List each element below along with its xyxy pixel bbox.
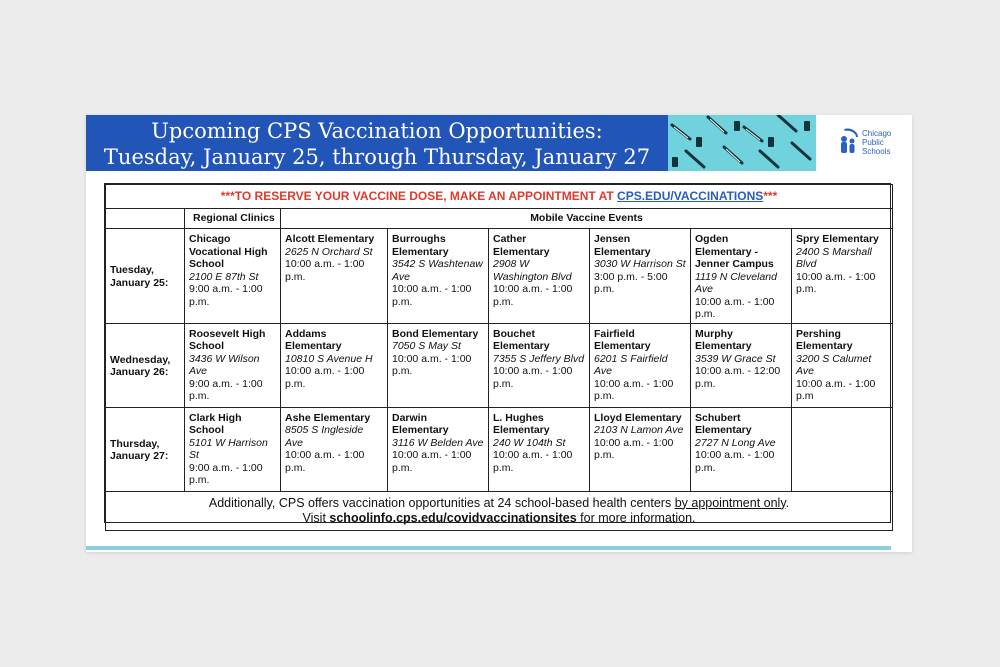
regional-clinic-cell bbox=[185, 323, 281, 407]
mobile-event-cell bbox=[489, 407, 590, 491]
location-name: Murphy Elementary bbox=[695, 327, 752, 352]
location-address: 2908 W Washington Blvd bbox=[493, 258, 572, 283]
mobile-event-cell bbox=[590, 229, 691, 324]
location-hours: 10:00 a.m. - 12:00 p.m. bbox=[695, 365, 781, 390]
location-hours: 9:00 a.m. - 1:00 p.m. bbox=[189, 377, 263, 402]
banner-suffix: *** bbox=[763, 189, 778, 204]
day-label: Thursday, January 27: bbox=[106, 407, 185, 491]
syringe-icon bbox=[686, 151, 704, 167]
appointment-only-text: by appointment only bbox=[674, 495, 786, 510]
location-name: Bouchet Elementary bbox=[493, 327, 550, 352]
location-name: Lloyd Elementary bbox=[594, 411, 682, 424]
logo-line-2: Public bbox=[862, 138, 884, 147]
location-hours: 10:00 a.m. - 1:00 p.m bbox=[796, 377, 876, 402]
regional-clinic-cell bbox=[185, 229, 281, 324]
location-address: 10810 S Avenue H bbox=[285, 352, 373, 365]
location-name: Chicago Vocational High School bbox=[189, 233, 268, 270]
banner-text: ***TO RESERVE YOUR VACCINE DOSE, MAKE AN APPOINTMENT AT bbox=[220, 189, 618, 204]
footer-line-1-end: . bbox=[785, 495, 790, 510]
location-name: Schubert Elementary bbox=[695, 411, 752, 436]
location-address: 3030 W Harrison St bbox=[594, 258, 686, 270]
location-address: 1119 N Cleveland Ave bbox=[695, 270, 777, 295]
location-name: Ogden Elementary - Jenner Campus bbox=[695, 233, 774, 270]
footer-line-2 bbox=[110, 511, 888, 526]
header-title bbox=[86, 115, 668, 171]
location-address: 3200 S Calumet Ave bbox=[796, 352, 872, 377]
mobile-event-cell bbox=[281, 323, 388, 407]
location-hours: 9:00 a.m. - 1:00 p.m. bbox=[189, 461, 263, 486]
vaccinations-link[interactable]: CPS.EDU/VACCINATIONS bbox=[617, 189, 764, 204]
location-hours: 10:00 a.m. - 1:00 p.m. bbox=[493, 365, 573, 390]
location-address: 5101 W Harrison St bbox=[189, 436, 268, 461]
location-address: 3116 W Belden Ave bbox=[392, 436, 484, 449]
footer-line-1-text: Additionally, CPS offers vaccination opportunities at 24 school-based health centers bbox=[208, 495, 675, 510]
location-hours: 10:00 a.m. - 1:00 p.m. bbox=[392, 352, 472, 377]
mobile-event-cell bbox=[691, 407, 792, 491]
location-address: 240 W 104th St bbox=[493, 436, 566, 449]
location-name: Spry Elementary bbox=[796, 233, 879, 245]
mobile-event-cell bbox=[281, 229, 388, 324]
mobile-event-cell bbox=[281, 407, 388, 491]
syringe-icon bbox=[760, 151, 778, 167]
location-address: 3539 W Grace St bbox=[695, 352, 776, 365]
location-name: Ashe Elementary bbox=[285, 411, 371, 424]
regional-clinics-header: Regional Clinics bbox=[185, 209, 281, 229]
location-hours: 10:00 a.m. - 1:00 p.m. bbox=[796, 270, 876, 295]
syringe-pattern bbox=[668, 115, 816, 171]
location-hours: 10:00 a.m. - 1:00 p.m. bbox=[392, 283, 472, 308]
location-name: Burroughs Elementary bbox=[392, 233, 449, 258]
location-name: Alcott Elementary bbox=[285, 233, 375, 245]
location-address: 8505 S Ingleside Ave bbox=[285, 424, 364, 449]
mobile-event-cell bbox=[590, 323, 691, 407]
title-line-1: Upcoming CPS Vaccination Opportunities: bbox=[151, 119, 603, 143]
location-name: L. Hughes Elementary bbox=[493, 411, 550, 436]
location-address: 2625 N Orchard St bbox=[285, 245, 373, 258]
schedule-table bbox=[105, 184, 893, 531]
regional-clinic-cell bbox=[185, 407, 281, 491]
vaccination-sites-link[interactable]: schoolinfo.cps.edu/covidvaccinationsites bbox=[329, 510, 577, 525]
location-hours: 10:00 a.m. - 1:00 p.m. bbox=[594, 377, 674, 402]
location-hours: 10:00 a.m. - 1:00 p.m. bbox=[493, 283, 573, 308]
location-address: 2727 N Long Ave bbox=[695, 436, 776, 449]
bottom-rule bbox=[86, 546, 891, 550]
location-hours: 10:00 a.m. - 1:00 p.m. bbox=[594, 436, 674, 461]
cps-logo-text bbox=[862, 129, 891, 156]
table-row bbox=[106, 229, 893, 324]
table-row bbox=[106, 323, 893, 407]
corner-cell bbox=[106, 209, 185, 229]
location-hours: 10:00 a.m. - 1:00 p.m. bbox=[392, 449, 472, 474]
footer-line-2-end: for more information. bbox=[576, 510, 696, 525]
location-address: 2400 S Marshall Blvd bbox=[796, 245, 872, 270]
cps-logo-icon bbox=[836, 127, 862, 157]
syringe-icon bbox=[792, 143, 810, 159]
location-name: Bond Elementary bbox=[392, 327, 479, 340]
vial-icon bbox=[696, 137, 702, 147]
mobile-events-header: Mobile Vaccine Events bbox=[281, 209, 893, 229]
mobile-event-cell bbox=[489, 229, 590, 324]
location-name: Cather Elementary bbox=[493, 233, 550, 258]
vaccination-slide bbox=[86, 115, 912, 552]
location-hours: 10:00 a.m. - 1:00 p.m. bbox=[695, 295, 775, 320]
vial-icon bbox=[804, 121, 810, 131]
location-hours: 3:00 p.m. - 5:00 p.m. bbox=[594, 270, 668, 295]
syringe-pattern-icon bbox=[668, 115, 816, 171]
footer-note bbox=[106, 491, 893, 530]
location-address: 2103 N Lamon Ave bbox=[594, 424, 684, 436]
appointment-banner bbox=[106, 185, 893, 209]
location-hours: 10:00 a.m. - 1:00 p.m. bbox=[493, 449, 573, 474]
logo-line-1: Chicago bbox=[862, 129, 892, 138]
location-address: 2100 E 87th St bbox=[189, 270, 259, 283]
mobile-event-cell bbox=[590, 407, 691, 491]
vial-icon bbox=[768, 137, 774, 147]
schedule-table-wrap bbox=[104, 183, 891, 523]
location-hours: 9:00 a.m. - 1:00 p.m. bbox=[189, 283, 263, 308]
logo-line-3: Schools bbox=[862, 147, 891, 156]
footer-line-1 bbox=[110, 496, 888, 511]
vial-icon bbox=[672, 157, 678, 167]
syringe-icon bbox=[778, 115, 796, 131]
table-row bbox=[106, 407, 893, 491]
location-hours: 10:00 a.m. - 1:00 p.m. bbox=[285, 258, 365, 283]
location-name: Darwin Elementary bbox=[392, 411, 449, 436]
mobile-event-cell bbox=[691, 323, 792, 407]
location-hours: 10:00 a.m. - 1:00 p.m. bbox=[285, 449, 365, 474]
mobile-event-cell bbox=[792, 407, 893, 491]
location-address: 3436 W Wilson Ave bbox=[189, 352, 260, 377]
location-address: 3542 S Washtenaw Ave bbox=[392, 258, 483, 283]
location-address: 7050 S May St bbox=[392, 340, 461, 352]
mobile-event-cell bbox=[792, 229, 893, 324]
title-line-2: Tuesday, January 25, through Thursday, January 27 bbox=[103, 145, 651, 169]
location-name: Addams Elementary bbox=[285, 327, 342, 352]
mobile-event-cell bbox=[792, 323, 893, 407]
location-address: 6201 S Fairfield Ave bbox=[594, 352, 668, 377]
vial-icon bbox=[734, 121, 740, 131]
footer-line-2-text: Visit bbox=[302, 510, 330, 525]
location-hours: 10:00 a.m. - 1:00 p.m. bbox=[695, 449, 775, 474]
day-label: Tuesday, January 25: bbox=[106, 229, 185, 324]
location-name: Jensen Elementary bbox=[594, 233, 651, 258]
mobile-event-cell bbox=[388, 323, 489, 407]
mobile-event-cell bbox=[388, 407, 489, 491]
location-name: Roosevelt High School bbox=[189, 327, 266, 352]
mobile-event-cell bbox=[691, 229, 792, 324]
mobile-event-cell bbox=[388, 229, 489, 324]
location-name: Clark High School bbox=[189, 411, 242, 436]
day-label: Wednesday, January 26: bbox=[106, 323, 185, 407]
location-name: Fairfield Elementary bbox=[594, 327, 651, 352]
location-name: Pershing Elementary bbox=[796, 327, 853, 352]
mobile-event-cell bbox=[489, 323, 590, 407]
location-hours: 10:00 a.m. - 1:00 p.m. bbox=[285, 365, 365, 390]
location-address: 7355 S Jeffery Blvd bbox=[493, 352, 585, 365]
cps-logo bbox=[816, 115, 912, 171]
